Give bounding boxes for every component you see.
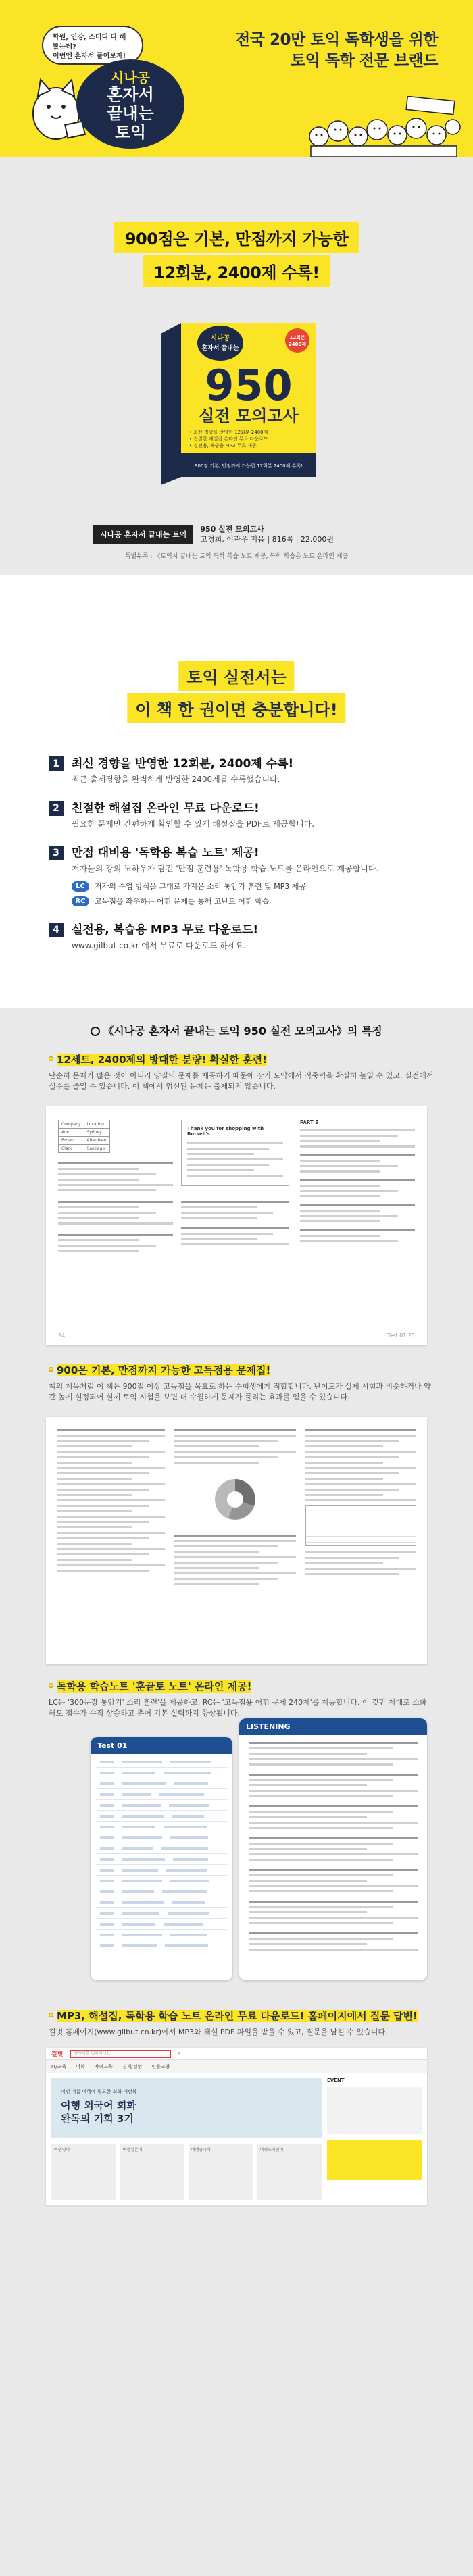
- svg-text:• 친절한 해설집 온라인 무료 다운로드: • 친절한 해설집 온라인 무료 다운로드: [189, 436, 268, 442]
- point-desc: 길벗 홈페이지(www.gilbut.co.kr)에서 MP3와 해설 PDF 파일을 받을 수 있고, 질문을 남길 수 있습니다.: [49, 2028, 388, 2036]
- point-3: [49, 1679, 434, 1719]
- feature-list: [49, 756, 427, 967]
- sample-page-1: [46, 1106, 427, 1345]
- listening-header: LISTENING: [239, 1718, 427, 1735]
- feature-number: 4: [49, 923, 64, 937]
- feature-heading: 친절한 해설집 온라인 무료 다운로드!: [72, 802, 259, 815]
- point-title: 900은 기본, 만점까지 가능한 고득점용 문제집!: [49, 1363, 434, 1377]
- nav-item[interactable]: 어학: [76, 2063, 85, 2069]
- banner-title-2: 완독의 기회 3기: [61, 2113, 134, 2125]
- student-crowd-illustration: [305, 96, 461, 157]
- sub-item-text: 저자의 수업 방식을 그대로 가져온 소리 통암기 훈련 및 MP3 제공: [95, 882, 307, 891]
- book-thumb[interactable]: 여행스페인어: [257, 2144, 322, 2200]
- svg-text:2400제: 2400제: [288, 342, 307, 347]
- book-bonus-note: 특별부록 : 《토익시 끝내는 토익 독학 복습 노트 제공, 독학 학습용 노트 온라인 제공: [124, 553, 349, 560]
- sub-item-text: 고득점을 좌우하는 어휘 문제를 통해 고난도 어휘 학습: [95, 897, 270, 906]
- sample-pie-chart: [208, 1472, 262, 1526]
- book-info: [93, 524, 391, 544]
- svg-text:혼자서 끝내는: 혼자서 끝내는: [201, 345, 239, 352]
- feature-sub-list: [72, 881, 427, 906]
- sample-col-right: PART 5: [300, 1120, 415, 1245]
- point-title: 독학용 학습노트 '훈끝토 노트' 온라인 제공!: [49, 1679, 434, 1693]
- features-title-2: 이 책 한 권이면 충분합니다!: [127, 693, 345, 723]
- rc-tag: RC: [72, 896, 89, 906]
- feature-desc: 필요한 문제만 간편하게 확인할 수 있게 해설집을 PDF로 제공합니다.: [72, 819, 315, 829]
- question-lines: [58, 1162, 173, 1252]
- features-section: [0, 575, 473, 1008]
- book-title: 950 실전 모의고사: [200, 525, 264, 534]
- website-sidebar: [327, 2078, 422, 2199]
- sidebar-ad[interactable]: [327, 2087, 422, 2134]
- feature-item: [49, 801, 427, 829]
- point-desc: LC는 '300문장 통암기' 소리 훈련'을 제공하고, RC는 '고득점용 어휘 문제 240제'를 제공합니다. 이 것만 제대로 소화해도 점수가 수직 상승하고 뿐어 기본 실력까지 향상됩니다.: [49, 1698, 427, 1718]
- svg-text:끝내는: 끝내는: [107, 104, 154, 123]
- point-1: [49, 1052, 434, 1092]
- sample-col-left: [57, 1429, 165, 1575]
- feature-heading: 실전용, 복습용 MP3 무료 다운로드!: [72, 923, 259, 937]
- svg-text:시나공: 시나공: [210, 335, 230, 342]
- mini-table: Company Location Ace Sydney Brown Aberdeen Clark Santiago: [58, 1120, 110, 1153]
- svg-text:토익: 토익: [114, 123, 147, 142]
- website-topbar: [46, 2048, 427, 2060]
- book-cover-image: [154, 320, 323, 485]
- feature-number: 2: [49, 801, 64, 816]
- series-tag: 시나공 혼자서 끝내는 토익: [93, 525, 193, 544]
- inside-title: 《시나공 혼자서 끝내는 토익 950 실전 모의고사》의 특징: [0, 1023, 473, 1038]
- feature-number: 3: [49, 846, 64, 860]
- book-headline-1: 900점은 기본, 만점까지 가능한: [114, 222, 359, 253]
- page-number-left: 24: [58, 1333, 66, 1339]
- book-thumb[interactable]: 여행영어: [51, 2144, 116, 2200]
- sidebar-label: EVENT: [327, 2078, 345, 2083]
- svg-text:• 최신 경향을 반영한 12회분 2400제: • 최신 경향을 반영한 12회분 2400제: [189, 430, 268, 435]
- bubble-line-2: 이번엔 혼자서 풀어보자!: [53, 53, 126, 60]
- inside-section: [0, 1008, 473, 2576]
- website-nav: [46, 2060, 427, 2073]
- brand-tagline: [235, 30, 438, 72]
- magnifier-icon: [91, 1027, 100, 1036]
- letter-box: Thank you for shopping with Bursell's: [181, 1120, 289, 1186]
- sample-col-left: [58, 1120, 173, 1256]
- book-thumb[interactable]: 여행중국어: [189, 2144, 253, 2200]
- book-meta: [200, 524, 334, 544]
- website-book-list: [51, 2144, 322, 2200]
- tagline-line-1: 전국 20만 토익 독학생을 위한: [235, 31, 438, 49]
- nav-item[interactable]: 자녀교육: [94, 2063, 113, 2069]
- point-desc: 단순히 문제가 많은 것이 아니라 양질의 문제를 제공하기 때문에 장기 도약에서 적중력을 확실히 높일 수 있고, 실전에서 실수를 줄일 수 있습니다. 이 책에서 엄선된 문제는 출제되지 않습니다.: [49, 1071, 434, 1091]
- features-title-1: 토익 실전서는: [178, 661, 294, 691]
- svg-text:혼자서: 혼자서: [107, 85, 154, 104]
- vocab-panel-header: Test 01: [91, 1737, 232, 1754]
- nav-item[interactable]: 인문교양: [151, 2063, 170, 2069]
- site-logo[interactable]: 길벗: [51, 2051, 64, 2058]
- svg-text:• 실전용, 복습용 MP3 무료 제공: • 실전용, 복습용 MP3 무료 제공: [189, 443, 257, 448]
- sample-table: [305, 1505, 416, 1546]
- feature-item: [49, 756, 427, 785]
- hero-banner: [0, 0, 473, 157]
- sample-col-mid: [181, 1201, 289, 1249]
- search-icon[interactable]: ⌕: [178, 2051, 181, 2056]
- publisher-website-mock: [46, 2048, 427, 2205]
- nav-item[interactable]: 경제/경영: [122, 2063, 143, 2069]
- book-headline-2: 12회분, 2400제 수록!: [143, 255, 330, 287]
- svg-text:시나공: 시나공: [111, 70, 150, 86]
- feature-sub-item: [72, 881, 427, 892]
- feature-heading: 만점 대비용 '독학용 복습 노트' 제공!: [72, 846, 259, 860]
- tagline-line-2: 토익 독학 전문 브랜드: [291, 52, 438, 70]
- lc-tag: LC: [72, 881, 89, 892]
- vocab-note-panel: [91, 1737, 232, 1980]
- series-logo: [73, 57, 188, 151]
- sample-page-2: [46, 1417, 427, 1664]
- feature-sub-item: [72, 896, 427, 906]
- feature-heading: 최신 경향을 반영한 12회분, 2400제 수록!: [72, 757, 294, 771]
- book-authors: 고경희, 이관우 지음 | 816쪽 | 22,000원: [200, 535, 334, 544]
- listening-note-panel: [239, 1718, 427, 1980]
- book-thumb[interactable]: 여행일본어: [120, 2144, 185, 2200]
- vocab-list: [91, 1754, 232, 1954]
- sample-col-right: [305, 1429, 416, 1578]
- listening-lines: [239, 1735, 427, 1961]
- feature-desc: 최근 출제경향을 완벽하게 반영한 2400제를 수록했습니다.: [72, 775, 280, 784]
- sidebar-promo[interactable]: [327, 2140, 422, 2180]
- svg-text:900점 기본, 만점까지 가능한 12회분 2400제 수: 900점 기본, 만점까지 가능한 12회분 2400제 수록!: [195, 463, 303, 469]
- feature-desc: www.gilbut.co.kr 에서 무료로 다운로드 하세요.: [72, 941, 246, 950]
- site-search-input[interactable]: 검색어를 입력하세요: [70, 2050, 171, 2058]
- page-number-right: Test 01 25: [387, 1333, 415, 1339]
- feature-desc: 저자들의 강의 노하우가 담긴 '만점 훈련용' 독학용 학습 노트를 온라인으로 제공합니다.: [72, 864, 379, 873]
- svg-text:12회분: 12회분: [289, 335, 305, 340]
- point-4: [49, 2009, 434, 2038]
- feature-number: 1: [49, 756, 64, 771]
- website-banner[interactable]: [51, 2078, 322, 2138]
- sample-col-mid: [174, 1429, 296, 1589]
- point-title: 12세트, 2400제의 방대한 분량! 확실한 훈련!: [49, 1052, 434, 1066]
- banner-title-1: 여행 외국어 회화: [61, 2099, 136, 2111]
- point-title: MP3, 해설집, 독학용 학습 노트 온라인 무료 다운로드! 홈페이지에서 질문 답변!: [49, 2009, 434, 2023]
- bubble-line-1: 학원, 인강, 스터디 다 해 봤는데?: [53, 34, 126, 51]
- feature-item: [49, 846, 427, 906]
- nav-item[interactable]: IT/교육: [51, 2063, 67, 2069]
- book-section: [0, 157, 473, 575]
- svg-text:실전 모의고사: 실전 모의고사: [199, 407, 299, 426]
- point-desc: 책의 제목처럼 이 책은 900점 이상 고득점을 목표로 하는 수험생에게 적합합니다. 난이도가 실제 시험과 비슷하거나 약간 높게 설정되어 실제 토익 시험을 보면 더 수월하게 문제가 풀리는 효과를 얻을 수 있습니다.: [49, 1382, 431, 1401]
- banner-caption: 이번 여름 여행에 필요한 회화 패턴북: [61, 2089, 137, 2094]
- feature-item: [49, 923, 427, 951]
- point-2: [49, 1363, 434, 1403]
- svg-text:950: 950: [205, 361, 293, 410]
